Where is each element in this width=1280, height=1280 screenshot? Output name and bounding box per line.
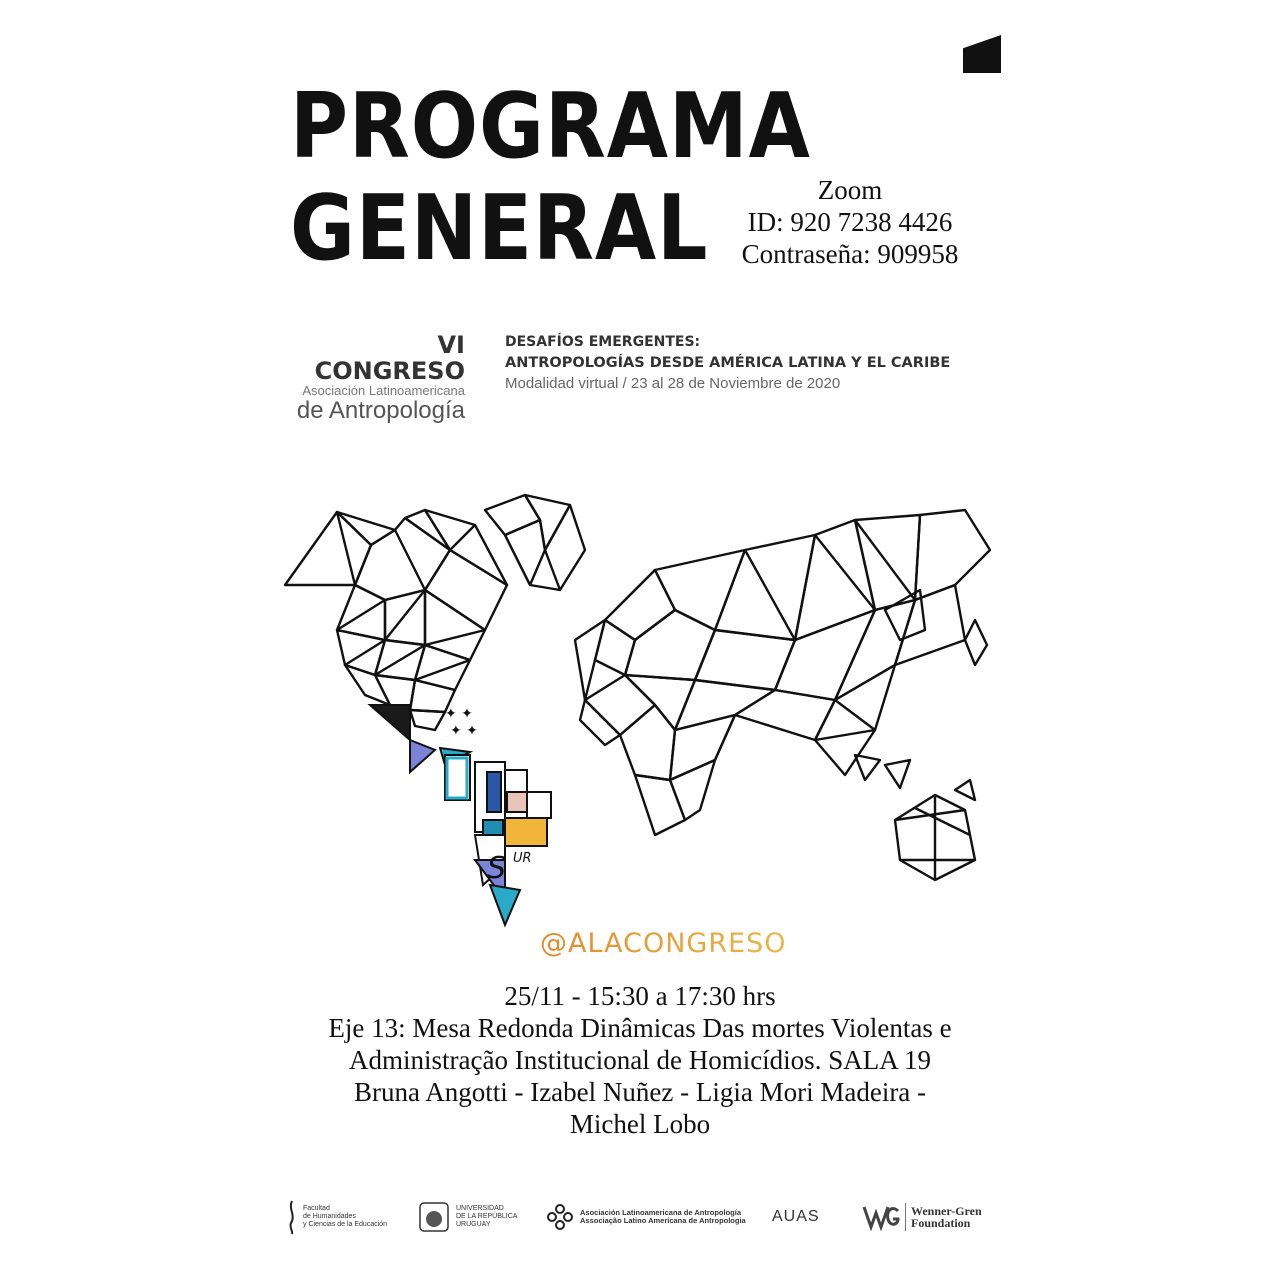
ala-line2: Associação Latino Americana de Antropologia [580,1216,746,1225]
event-details [270,980,1010,1140]
world-map-illustration [275,490,995,930]
event-datetime: 25/11 - 15:30 a 17:30 hrs [504,981,776,1011]
udelar-icon [418,1201,450,1233]
zoom-id: ID: 920 7238 4426 [747,207,953,237]
sur-label-ur: UR [513,851,532,866]
greenland-shape [485,495,585,590]
island-shape-2 [885,760,910,788]
congress-theme [505,333,975,394]
japan-shape [965,620,987,665]
sponsor-logos [280,1195,1000,1239]
ala-icon [545,1202,575,1232]
congress-association: Asociación Latinoamericana [302,383,465,398]
fhce-line2: de Humanidades [303,1213,356,1220]
fhce-line3: y Ciencias de la Educación [303,1221,388,1228]
page-title-line1: PROGRAMA [290,74,811,179]
eurasia-africa-shape [575,510,990,835]
wenner-gren-logo [862,1195,982,1239]
udelar-line2: DE LA REPÚBLICA [456,1213,518,1220]
page-title-line2: GENERAL [290,176,709,281]
udelar-logo [418,1195,517,1239]
auas-logo [772,1195,820,1239]
wenner-gren-line1: Wenner-Gren [911,1204,982,1218]
wenner-gren-line2: Foundation [911,1216,971,1230]
zoom-info [730,174,970,270]
ala-logo [545,1195,746,1239]
udelar-line3: URUGUAY [456,1221,491,1228]
event-line3: Bruna Angotti - Izabel Nuñez - Ligia Mori Madeira - [353,1077,927,1107]
australia-shape [895,780,975,880]
udelar-line1: UNIVERSIDAD [456,1205,504,1212]
corner-decoration [963,35,1001,73]
fhce-logo [285,1195,387,1239]
event-line1: Eje 13: Mesa Redonda Dinâmicas Das mortes Violentas e [328,1013,952,1043]
svg-text:✦ ✦: ✦ ✦ [450,723,478,739]
congress-title: VI CONGRESO [314,331,465,385]
theme-line2: ANTROPOLOGÍAS DESDE AMÉRICA LATINA Y EL CARIBE [505,355,951,371]
zoom-label: Zoom [817,175,883,205]
fhce-line1: Facultad [303,1205,330,1212]
theme-line1: DESAFÍOS EMERGENTES: [505,334,701,350]
stars-decoration: ✦ ✦ [445,706,473,722]
fhce-icon [285,1199,299,1235]
event-line4: Michel Lobo [569,1109,711,1139]
congress-logo [285,332,465,424]
island-shape-1 [855,755,880,780]
wenner-gren-icon [862,1203,900,1231]
auas-label: AUAS [772,1208,820,1225]
congress-modality: Modalidad virtual / 23 al 28 de Noviembre de 2020 [505,375,841,392]
sur-label-s: S [487,851,507,886]
ala-line1: Asociación Latinoamericana de Antropología [580,1208,742,1217]
social-handle: @ALACONGRESO [540,928,787,959]
congress-de-antropologia: de Antropología [296,397,465,424]
event-line2: Administração Institucional de Homicídios. SALA 19 [349,1045,931,1075]
zoom-password: Contraseña: 909958 [741,239,959,269]
north-america-shape [285,510,507,730]
